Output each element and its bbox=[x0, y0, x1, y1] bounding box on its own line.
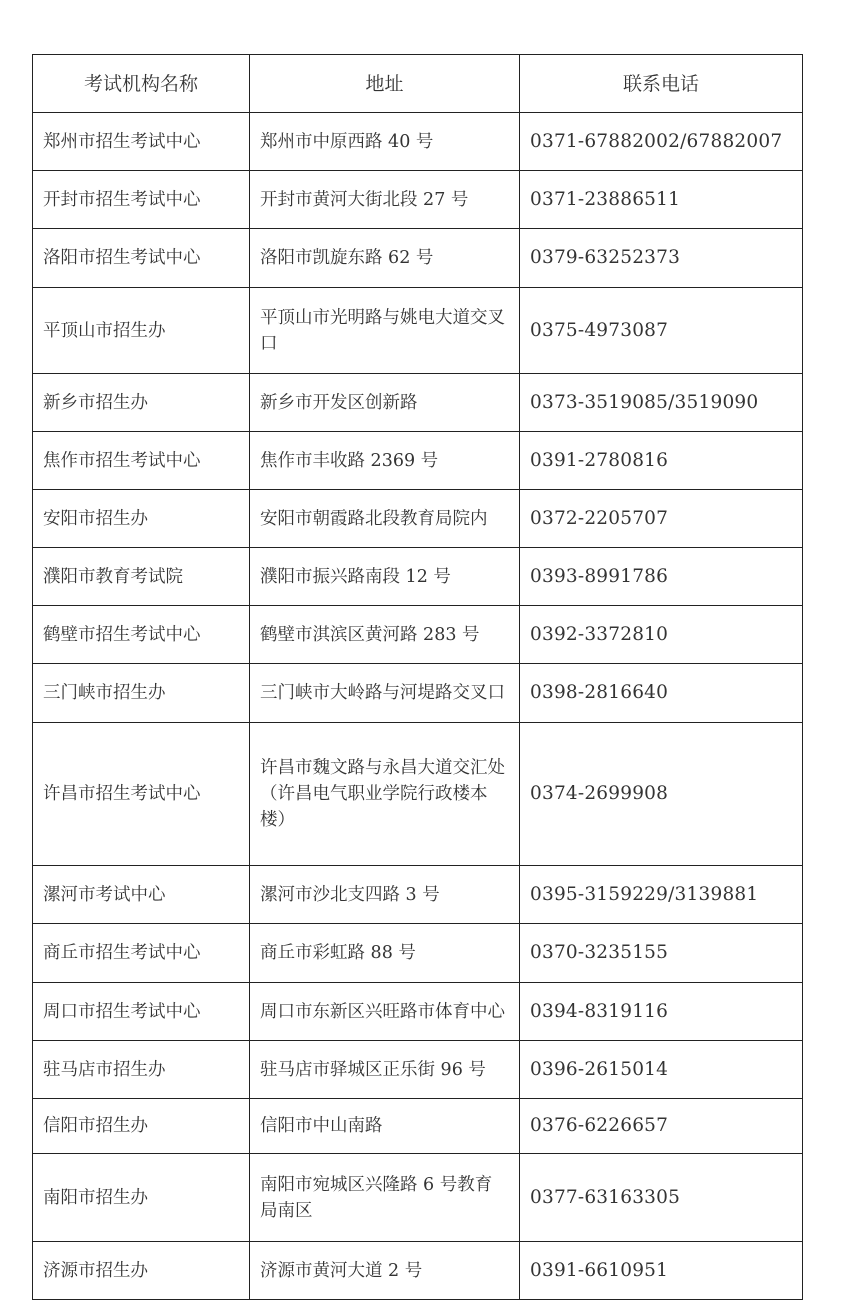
table-row bbox=[33, 983, 803, 1041]
phone-cell: 0396-2615014 bbox=[520, 1041, 803, 1099]
address-cell: 鹤壁市淇滨区黄河路 283 号 bbox=[250, 606, 520, 664]
address-cell: 郑州市中原西路 40 号 bbox=[250, 113, 520, 171]
org-cell: 鹤壁市招生考试中心 bbox=[33, 606, 250, 664]
table-row bbox=[33, 866, 803, 924]
table-row bbox=[33, 288, 803, 374]
table-row bbox=[33, 374, 803, 432]
org-cell: 郑州市招生考试中心 bbox=[33, 113, 250, 171]
phone-cell: 0394-8319116 bbox=[520, 983, 803, 1041]
address-cell: 三门峡市大岭路与河堤路交叉口 bbox=[250, 664, 520, 723]
address-cell: 商丘市彩虹路 88 号 bbox=[250, 924, 520, 983]
table-row bbox=[33, 1099, 803, 1154]
address-cell: 新乡市开发区创新路 bbox=[250, 374, 520, 432]
phone-cell: 0373-3519085/3519090 bbox=[520, 374, 803, 432]
address-cell: 焦作市丰收路 2369 号 bbox=[250, 432, 520, 490]
table-row bbox=[33, 1242, 803, 1300]
org-cell: 濮阳市教育考试院 bbox=[33, 548, 250, 606]
table-row bbox=[33, 664, 803, 723]
address-cell: 开封市黄河大街北段 27 号 bbox=[250, 171, 520, 229]
address-cell: 驻马店市驿城区正乐街 96 号 bbox=[250, 1041, 520, 1099]
org-cell: 商丘市招生考试中心 bbox=[33, 924, 250, 983]
address-cell: 安阳市朝霞路北段教育局院内 bbox=[250, 490, 520, 548]
header-org: 考试机构名称 bbox=[33, 55, 250, 113]
address-cell: 洛阳市凯旋东路 62 号 bbox=[250, 229, 520, 288]
phone-cell: 0391-6610951 bbox=[520, 1242, 803, 1300]
org-cell: 开封市招生考试中心 bbox=[33, 171, 250, 229]
phone-cell: 0398-2816640 bbox=[520, 664, 803, 723]
org-cell: 洛阳市招生考试中心 bbox=[33, 229, 250, 288]
phone-cell: 0372-2205707 bbox=[520, 490, 803, 548]
address-cell: 平顶山市光明路与姚电大道交叉口 bbox=[250, 288, 520, 374]
phone-cell: 0371-67882002/67882007 bbox=[520, 113, 803, 171]
org-cell: 新乡市招生办 bbox=[33, 374, 250, 432]
address-cell: 濮阳市振兴路南段 12 号 bbox=[250, 548, 520, 606]
org-cell: 焦作市招生考试中心 bbox=[33, 432, 250, 490]
header-phone: 联系电话 bbox=[520, 55, 803, 113]
address-cell: 南阳市宛城区兴隆路 6 号教育局南区 bbox=[250, 1154, 520, 1242]
phone-cell: 0375-4973087 bbox=[520, 288, 803, 374]
phone-cell: 0392-3372810 bbox=[520, 606, 803, 664]
phone-cell: 0379-63252373 bbox=[520, 229, 803, 288]
phone-cell: 0376-6226657 bbox=[520, 1099, 803, 1154]
table-row bbox=[33, 229, 803, 288]
address-cell: 信阳市中山南路 bbox=[250, 1099, 520, 1154]
table-row bbox=[33, 1041, 803, 1099]
org-cell: 漯河市考试中心 bbox=[33, 866, 250, 924]
org-cell: 济源市招生办 bbox=[33, 1242, 250, 1300]
contact-table bbox=[32, 54, 803, 1300]
org-cell: 周口市招生考试中心 bbox=[33, 983, 250, 1041]
table-row bbox=[33, 490, 803, 548]
org-cell: 许昌市招生考试中心 bbox=[33, 723, 250, 866]
table-row bbox=[33, 113, 803, 171]
phone-cell: 0374-2699908 bbox=[520, 723, 803, 866]
table-header-row bbox=[33, 55, 803, 113]
table-row bbox=[33, 1154, 803, 1242]
table-row bbox=[33, 432, 803, 490]
table-row bbox=[33, 723, 803, 866]
phone-cell: 0370-3235155 bbox=[520, 924, 803, 983]
phone-cell: 0393-8991786 bbox=[520, 548, 803, 606]
org-cell: 安阳市招生办 bbox=[33, 490, 250, 548]
address-cell: 漯河市沙北支四路 3 号 bbox=[250, 866, 520, 924]
phone-cell: 0391-2780816 bbox=[520, 432, 803, 490]
org-cell: 南阳市招生办 bbox=[33, 1154, 250, 1242]
address-cell: 许昌市魏文路与永昌大道交汇处（许昌电气职业学院行政楼本楼） bbox=[250, 723, 520, 866]
header-address: 地址 bbox=[250, 55, 520, 113]
phone-cell: 0395-3159229/3139881 bbox=[520, 866, 803, 924]
table-row bbox=[33, 548, 803, 606]
table-row bbox=[33, 606, 803, 664]
org-cell: 驻马店市招生办 bbox=[33, 1041, 250, 1099]
table-row bbox=[33, 171, 803, 229]
org-cell: 信阳市招生办 bbox=[33, 1099, 250, 1154]
address-cell: 济源市黄河大道 2 号 bbox=[250, 1242, 520, 1300]
phone-cell: 0371-23886511 bbox=[520, 171, 803, 229]
phone-cell: 0377-63163305 bbox=[520, 1154, 803, 1242]
address-cell: 周口市东新区兴旺路市体育中心 bbox=[250, 983, 520, 1041]
org-cell: 三门峡市招生办 bbox=[33, 664, 250, 723]
org-cell: 平顶山市招生办 bbox=[33, 288, 250, 374]
table-row bbox=[33, 924, 803, 983]
